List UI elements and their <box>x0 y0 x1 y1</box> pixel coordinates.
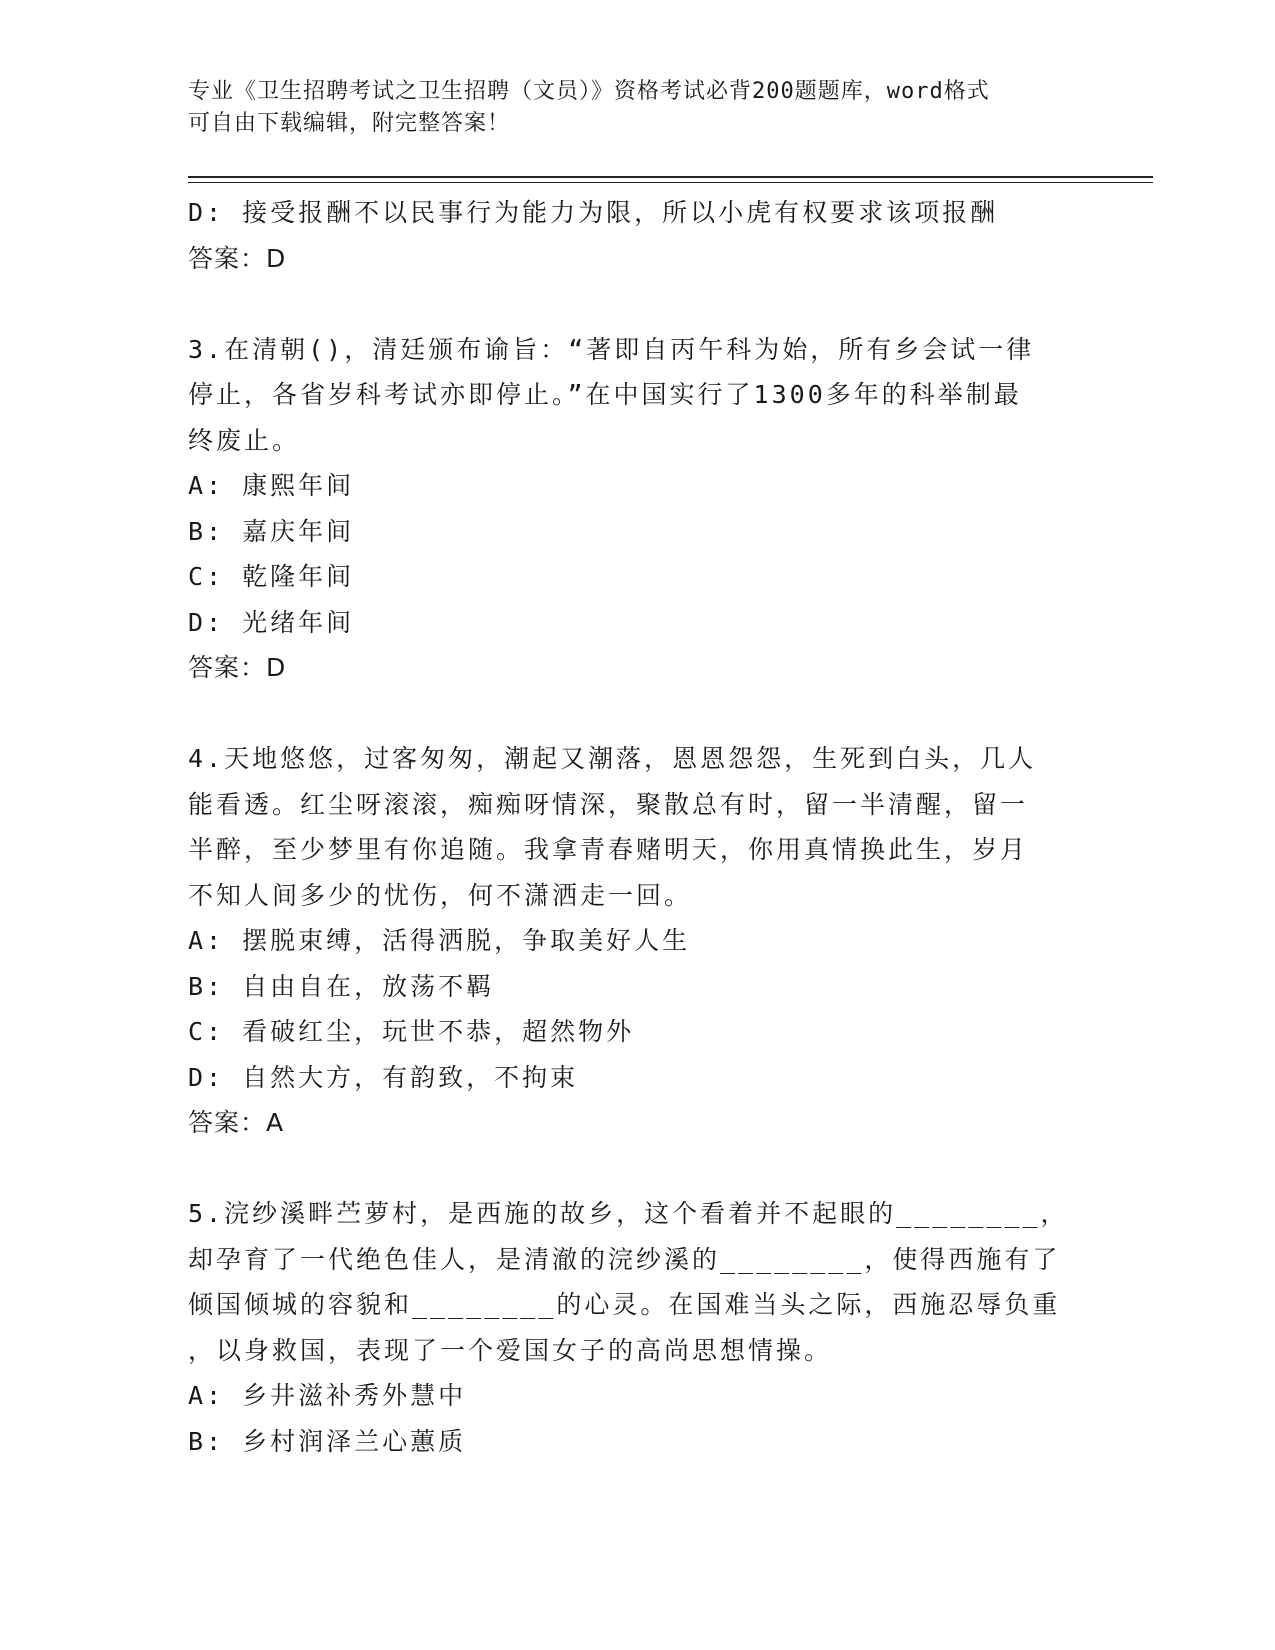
option-a: A: 康熙年间 <box>188 471 355 500</box>
spacer <box>188 1146 1068 1192</box>
option-d: D: 接受报酬不以民事行为能力为限，所以小虎有权要求该项报酬 <box>188 198 999 227</box>
question-stem: 5.浣纱溪畔苎萝村，是西施的故乡，这个看着并不起眼的________， <box>188 1199 1069 1228</box>
question-stem: 不知人间多少的忧伤，何不潇洒走一回。 <box>188 880 693 910</box>
question-stem: 半醉，至少梦里有你追随。我拿青春赌明天，你用真情换此生，岁月 <box>188 835 1029 864</box>
document-body <box>188 190 1068 1464</box>
question-5 <box>188 1191 1068 1464</box>
question-3 <box>188 327 1068 691</box>
question-2-tail <box>188 190 1068 281</box>
question-stem: 4.天地悠悠，过客匆匆，潮起又潮落，恩恩怨怨，生死到白头，几人 <box>188 744 1037 773</box>
spacer <box>188 691 1068 737</box>
question-4 <box>188 736 1068 1146</box>
option-b: B: 乡村润泽兰心蕙质 <box>188 1426 467 1456</box>
page-header <box>188 76 1088 140</box>
question-stem: ，以身救国，表现了一个爱国女子的高尚思想情操。 <box>188 1335 833 1365</box>
answer: 答案：D <box>188 243 287 273</box>
option-c: C: 乾隆年间 <box>188 562 355 591</box>
option-d: D: 光绪年间 <box>188 607 355 637</box>
header-rule-thin <box>188 182 1153 183</box>
question-stem: 3.在清朝()，清廷颁布谕旨：“著即自丙午科为始，所有乡会试一律 <box>188 334 1035 364</box>
question-stem: 停止，各省岁科考试亦即停止。”在中国实行了1300多年的科举制最 <box>188 380 1022 409</box>
question-stem: 能看透。红尘呀滚滚，痴痴呀情深，聚散总有时，留一半清醒，留一 <box>188 789 1029 819</box>
option-a: A: 乡井滋补秀外慧中 <box>188 1381 467 1410</box>
header-line-2: 可自由下载编辑，附完整答案！ <box>188 111 511 136</box>
header-line-1: 专业《卫生招聘考试之卫生招聘（文员）》资格考试必背200题题库，word格式 <box>188 79 990 104</box>
spacer <box>188 281 1068 327</box>
header-rule-thick <box>188 176 1153 178</box>
answer: 答案：A <box>188 1108 285 1137</box>
option-b: B: 嘉庆年间 <box>188 516 355 546</box>
answer: 答案：D <box>188 653 287 682</box>
option-a: A: 摆脱束缚，活得洒脱，争取美好人生 <box>188 926 691 955</box>
question-stem: 倾国倾城的容貌和________的心灵。在国难当头之际，西施忍辱负重 <box>188 1290 1061 1319</box>
option-d: D: 自然大方，有韵致，不拘束 <box>188 1062 579 1092</box>
option-b: B: 自由自在，放荡不羁 <box>188 971 495 1001</box>
question-stem: 终废止。 <box>188 425 301 455</box>
question-stem: 却孕育了一代绝色佳人，是清澈的浣纱溪的________，使得西施有了 <box>188 1244 1061 1274</box>
option-c: C: 看破红尘，玩世不恭，超然物外 <box>188 1017 635 1046</box>
